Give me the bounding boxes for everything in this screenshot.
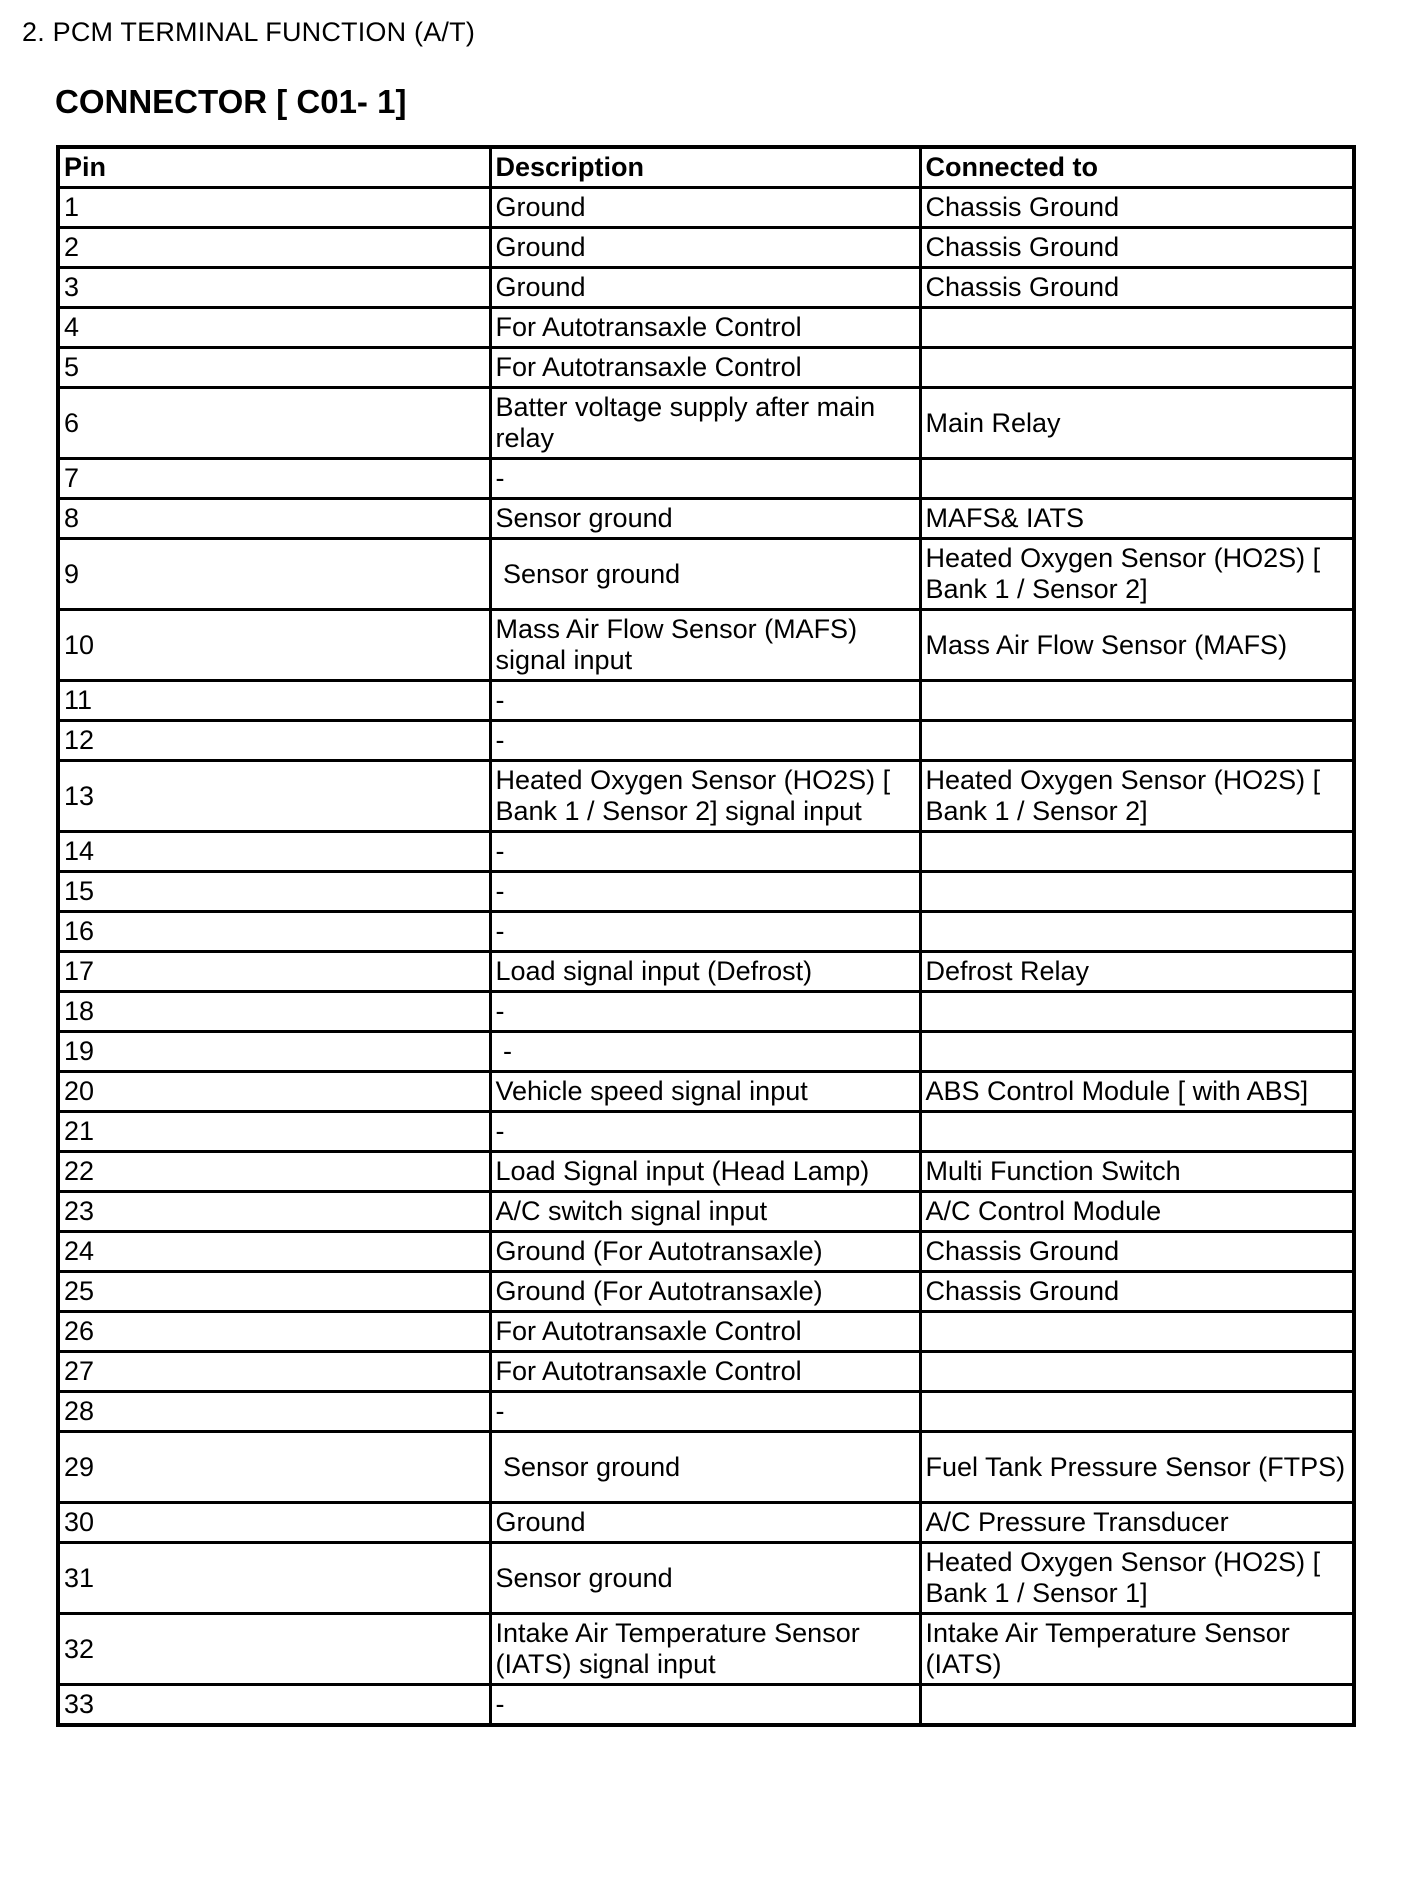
description-cell: Batter voltage supply after main relay xyxy=(490,388,920,459)
description-cell: Mass Air Flow Sensor (MAFS) signal input xyxy=(490,610,920,681)
table-row xyxy=(58,1152,1354,1192)
pin-cell: 7 xyxy=(58,459,490,499)
connected-to-cell xyxy=(920,721,1354,761)
description-cell: For Autotransaxle Control xyxy=(490,308,920,348)
connected-to-cell: A/C Control Module xyxy=(920,1192,1354,1232)
description-cell: A/C switch signal input xyxy=(490,1192,920,1232)
description-cell: Heated Oxygen Sensor (HO2S) [ Bank 1 / Sensor 2] signal input xyxy=(490,761,920,832)
table-row xyxy=(58,681,1354,721)
description-cell: Vehicle speed signal input xyxy=(490,1072,920,1112)
description-cell: - xyxy=(490,1112,920,1152)
pin-cell: 24 xyxy=(58,1232,490,1272)
connected-to-cell xyxy=(920,832,1354,872)
connected-to-cell: A/C Pressure Transducer xyxy=(920,1503,1354,1543)
pin-cell: 33 xyxy=(58,1685,490,1726)
description-cell: - xyxy=(490,912,920,952)
pin-cell: 2 xyxy=(58,228,490,268)
description-cell: Ground xyxy=(490,1503,920,1543)
connected-to-cell xyxy=(920,459,1354,499)
connected-to-cell xyxy=(920,1685,1354,1726)
table-row xyxy=(58,268,1354,308)
description-cell: - xyxy=(490,459,920,499)
description-cell: Load signal input (Defrost) xyxy=(490,952,920,992)
table-row xyxy=(58,388,1354,459)
pin-cell: 26 xyxy=(58,1312,490,1352)
description-cell: For Autotransaxle Control xyxy=(490,348,920,388)
table-row xyxy=(58,1685,1354,1726)
pin-function-table xyxy=(56,145,1356,1727)
description-cell: Ground xyxy=(490,228,920,268)
connected-to-cell: Fuel Tank Pressure Sensor (FTPS) xyxy=(920,1432,1354,1503)
pin-cell: 19 xyxy=(58,1032,490,1072)
description-cell: Ground (For Autotransaxle) xyxy=(490,1272,920,1312)
connected-to-cell: Heated Oxygen Sensor (HO2S) [ Bank 1 / Sensor 2] xyxy=(920,539,1354,610)
table-row xyxy=(58,1312,1354,1352)
table-row xyxy=(58,1352,1354,1392)
pin-cell: 17 xyxy=(58,952,490,992)
table-header-row xyxy=(58,147,1354,188)
description-cell: Load Signal input (Head Lamp) xyxy=(490,1152,920,1192)
description-cell: Sensor ground xyxy=(490,499,920,539)
description-cell: Ground xyxy=(490,188,920,228)
description-cell: - xyxy=(490,1392,920,1432)
pin-cell: 16 xyxy=(58,912,490,952)
connected-to-cell: Intake Air Temperature Sensor (IATS) xyxy=(920,1614,1354,1685)
table-row xyxy=(58,912,1354,952)
description-cell: Sensor ground xyxy=(490,539,920,610)
description-cell: - xyxy=(490,721,920,761)
table-row xyxy=(58,872,1354,912)
connected-to-cell: Heated Oxygen Sensor (HO2S) [ Bank 1 / Sensor 1] xyxy=(920,1543,1354,1614)
connected-to-cell xyxy=(920,308,1354,348)
connected-to-cell: Main Relay xyxy=(920,388,1354,459)
table-row xyxy=(58,1112,1354,1152)
table-row xyxy=(58,1432,1354,1503)
connected-to-cell xyxy=(920,1392,1354,1432)
description-cell: - xyxy=(490,681,920,721)
table-row xyxy=(58,610,1354,681)
pin-cell: 28 xyxy=(58,1392,490,1432)
pin-cell: 31 xyxy=(58,1543,490,1614)
connected-to-cell: Heated Oxygen Sensor (HO2S) [ Bank 1 / Sensor 2] xyxy=(920,761,1354,832)
table-row xyxy=(58,1503,1354,1543)
pin-cell: 9 xyxy=(58,539,490,610)
pin-cell: 3 xyxy=(58,268,490,308)
connected-to-cell xyxy=(920,872,1354,912)
description-cell: - xyxy=(490,832,920,872)
pin-cell: 15 xyxy=(58,872,490,912)
page-heading: 2. PCM TERMINAL FUNCTION (A/T) xyxy=(22,17,476,47)
pin-cell: 25 xyxy=(58,1272,490,1312)
connected-to-cell xyxy=(920,992,1354,1032)
connected-to-cell: Chassis Ground xyxy=(920,268,1354,308)
pin-cell: 10 xyxy=(58,610,490,681)
description-cell: - xyxy=(490,872,920,912)
connected-to-cell xyxy=(920,681,1354,721)
description-cell: Sensor ground xyxy=(490,1543,920,1614)
column-header-description: Description xyxy=(490,147,920,188)
description-cell: Sensor ground xyxy=(490,1432,920,1503)
table-row xyxy=(58,308,1354,348)
connected-to-cell: MAFS& IATS xyxy=(920,499,1354,539)
table-row xyxy=(58,188,1354,228)
table-row xyxy=(58,992,1354,1032)
pin-cell: 18 xyxy=(58,992,490,1032)
table-row xyxy=(58,761,1354,832)
table-row xyxy=(58,1032,1354,1072)
connected-to-cell: Chassis Ground xyxy=(920,1232,1354,1272)
pin-cell: 11 xyxy=(58,681,490,721)
pin-cell: 12 xyxy=(58,721,490,761)
connected-to-cell: Chassis Ground xyxy=(920,188,1354,228)
connected-to-cell xyxy=(920,912,1354,952)
description-cell: For Autotransaxle Control xyxy=(490,1312,920,1352)
pin-cell: 5 xyxy=(58,348,490,388)
pin-cell: 23 xyxy=(58,1192,490,1232)
pin-cell: 4 xyxy=(58,308,490,348)
connected-to-cell: Defrost Relay xyxy=(920,952,1354,992)
table-row xyxy=(58,459,1354,499)
description-cell: Ground (For Autotransaxle) xyxy=(490,1232,920,1272)
connector-title: CONNECTOR [ C01- 1] xyxy=(55,83,407,120)
table-row xyxy=(58,1232,1354,1272)
connected-to-cell: Multi Function Switch xyxy=(920,1152,1354,1192)
table-row xyxy=(58,1272,1354,1312)
connected-to-cell: ABS Control Module [ with ABS] xyxy=(920,1072,1354,1112)
pin-cell: 14 xyxy=(58,832,490,872)
pin-cell: 30 xyxy=(58,1503,490,1543)
description-cell: Intake Air Temperature Sensor (IATS) signal input xyxy=(490,1614,920,1685)
connected-to-cell xyxy=(920,1352,1354,1392)
table-row xyxy=(58,228,1354,268)
connected-to-cell: Chassis Ground xyxy=(920,1272,1354,1312)
connected-to-cell: Mass Air Flow Sensor (MAFS) xyxy=(920,610,1354,681)
table-row xyxy=(58,1543,1354,1614)
description-cell: - xyxy=(490,1032,920,1072)
pin-cell: 27 xyxy=(58,1352,490,1392)
connected-to-cell: Chassis Ground xyxy=(920,228,1354,268)
table-row xyxy=(58,1614,1354,1685)
connected-to-cell xyxy=(920,348,1354,388)
table-row xyxy=(58,539,1354,610)
description-cell: For Autotransaxle Control xyxy=(490,1352,920,1392)
column-header-pin: Pin xyxy=(58,147,490,188)
pin-cell: 22 xyxy=(58,1152,490,1192)
pin-cell: 29 xyxy=(58,1432,490,1503)
description-cell: - xyxy=(490,1685,920,1726)
pin-cell: 32 xyxy=(58,1614,490,1685)
connected-to-cell xyxy=(920,1112,1354,1152)
table-row xyxy=(58,1392,1354,1432)
pin-cell: 1 xyxy=(58,188,490,228)
pin-cell: 21 xyxy=(58,1112,490,1152)
connected-to-cell xyxy=(920,1032,1354,1072)
table-row xyxy=(58,721,1354,761)
pin-cell: 6 xyxy=(58,388,490,459)
table-row xyxy=(58,832,1354,872)
table-row xyxy=(58,1192,1354,1232)
connected-to-cell xyxy=(920,1312,1354,1352)
column-header-connected-to: Connected to xyxy=(920,147,1354,188)
table-row xyxy=(58,952,1354,992)
description-cell: - xyxy=(490,992,920,1032)
table-row xyxy=(58,348,1354,388)
pin-cell: 20 xyxy=(58,1072,490,1112)
table-row xyxy=(58,1072,1354,1112)
pin-cell: 8 xyxy=(58,499,490,539)
pin-cell: 13 xyxy=(58,761,490,832)
description-cell: Ground xyxy=(490,268,920,308)
table-row xyxy=(58,499,1354,539)
